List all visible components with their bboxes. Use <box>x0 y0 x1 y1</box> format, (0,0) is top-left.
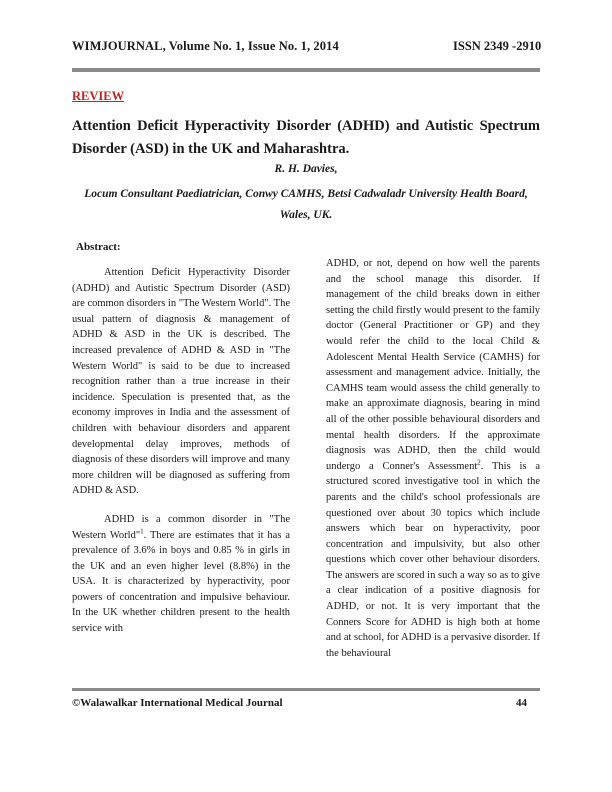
abstract-heading: Abstract: <box>76 241 121 253</box>
running-header-journal: WIMJOURNAL, Volume No. 1, Issue No. 1, 2014 <box>72 39 339 53</box>
affiliation-line-2: Wales, UK. <box>279 209 333 221</box>
paragraph-text: . This is a structured scored investigative tool in which the parents and the child's school professionals are questioned over about 30 topics which include answers which bear on hyperactivity, poor concentration and impulsivity, but also other questions which cover other behaviour disorders. The answers are scored in such a way so as to give a clear indication of a positive diagnosis for ADHD, or not. It is very important that the Conners Score for ADHD is high both at home and at school, for ADHD is a pervasive disorder. If the behavioural <box>326 460 540 659</box>
body-paragraph <box>326 256 540 661</box>
page-number: 44 <box>516 697 527 709</box>
citation-ref: 2 <box>477 458 481 467</box>
paragraph-text: ADHD is a common disorder in "The Western World" <box>72 513 290 541</box>
body-paragraph <box>72 512 290 637</box>
right-column <box>326 256 540 661</box>
paragraph-text: ADHD, or not, depend on how well the parents and the school manage this disorder. If management of the child breaks down in either setting the child firstly would present to the family doctor (General Practitioner or GP) and they would refer the child to the local Child & Adolescent Mental Health Service (CAMHS) for assessment and management advice. Initially, the CAMHS team would assess the child generally to make an approximate diagnosis, bearing in mind all of the other possible behavioural disorders and mental health disorders. If the approximate diagnosis was ADHD, then the child would undergo a Conner's Assessment <box>326 258 540 472</box>
paragraph-text: . There are estimates that it has a prevalence of 3.6% in boys and 0.85 % in girls in the UK and an even higher level (8.8%) in the USA. It is characterized by hyperactivity, poor powers of concentration and impulsive behaviour. In the UK whether children present to the health service with <box>72 529 290 635</box>
running-header-issn: ISSN 2349 -2910 <box>453 39 542 53</box>
abstract-paragraph: Attention Deficit Hyperactivity Disorder (ADHD) and Autistic Spectrum Disorder (ASD) are common disorders in "The Western World". The usual pattern of diagnosis & management of ADHD & ASD in the UK is described. The increased prevalence of ADHD & ASD in "The Western World" is said to be due to increased recognition rather than a true increase in their incidence. Speculation is presented that, as the economy improves in India and the assessment of children with behaviour disorders and apparent developmental delay improves, methods of diagnosis of these disorders will improve and many more children will be diagnosed as suffering from ADHD & ASD. <box>72 267 290 497</box>
left-column <box>72 265 290 637</box>
affiliation-line-1: Locum Consultant Paediatrician, Conwy CAMHS, Betsi Cadwaladr University Health Board, <box>84 188 528 200</box>
author-affiliation <box>72 184 540 226</box>
section-label: REVIEW <box>72 89 125 103</box>
footer-divider <box>72 688 540 691</box>
article-title: Attention Deficit Hyperactivity Disorder (ADHD) and Autistic Spectrum Disorder (ASD) in the UK and Maharashtra. <box>72 118 540 157</box>
header-divider <box>72 68 540 72</box>
footer-copyright: ©Walawalkar International Medical Journal <box>72 697 283 709</box>
author-name: R. H. Davies, <box>274 163 338 175</box>
citation-ref: 1 <box>140 527 144 535</box>
